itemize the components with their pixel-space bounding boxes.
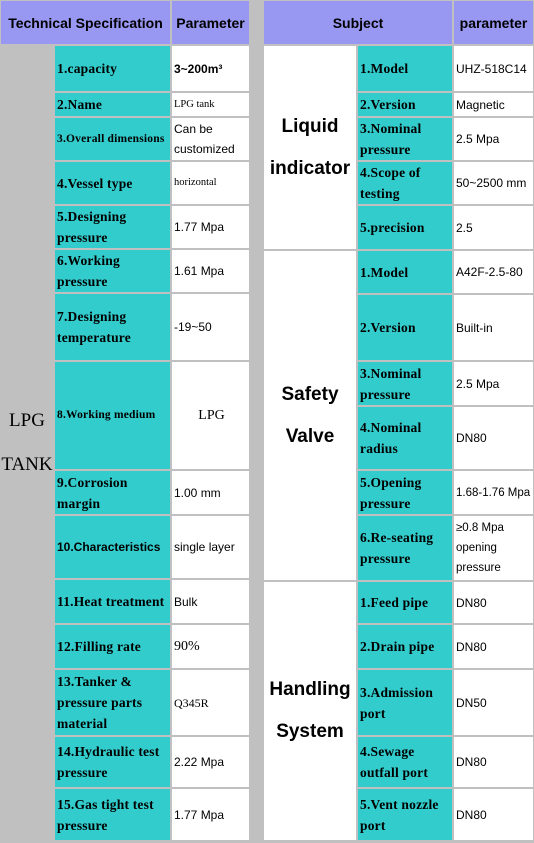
liquid-indicator-label: 5.precision: [358, 206, 452, 249]
safety-valve-label: 5.Opening pressure: [358, 471, 452, 514]
spec-label: 13.Tanker & pressure parts material: [55, 670, 170, 735]
liquid-indicator-label: 1.Model: [358, 46, 452, 91]
spec-label: 3.Overall dimensions: [55, 118, 170, 160]
spec-value: 2.22 Mpa: [172, 737, 249, 787]
group-handling-system-line1: Handling: [269, 679, 351, 700]
group-safety-valve: [264, 251, 356, 580]
spec-value: LPG tank: [172, 93, 249, 116]
spec-label: 6.Working pressure: [55, 250, 170, 292]
safety-valve-value: 2.5 Mpa: [454, 362, 533, 405]
group-handling-system: [264, 582, 356, 840]
liquid-indicator-label: 4.Scope of testing: [358, 162, 452, 204]
spec-value: horizontal: [172, 162, 249, 204]
spec-value: 1.00 mm: [172, 471, 249, 514]
spec-value: Bulk: [172, 580, 249, 623]
handling-system-label: 5.Vent nozzle port: [358, 789, 452, 840]
handling-system-label: 1.Feed pipe: [358, 582, 452, 623]
group-lpg-tank: [1, 46, 53, 840]
divider-column: [251, 0, 262, 843]
spec-label: 12.Filling rate: [55, 625, 170, 668]
safety-valve-value: A42F-2.5-80: [454, 251, 533, 293]
group-safety-valve-line2: Valve: [285, 425, 335, 447]
spec-value: 1.77 Mpa: [172, 789, 249, 840]
spec-value: 1.61 Mpa: [172, 250, 249, 292]
spec-value: Q345R: [172, 670, 249, 735]
handling-system-value: DN80: [454, 582, 533, 623]
liquid-indicator-value: UHZ-518C14: [454, 46, 533, 91]
spec-label: 2.Name: [55, 93, 170, 116]
group-handling-system-line2: System: [276, 721, 344, 742]
header-parameter-right: parameter: [454, 1, 533, 44]
spec-label: 4.Vessel type: [55, 162, 170, 204]
liquid-indicator-value: 2.5 Mpa: [454, 118, 533, 160]
group-lpg-tank-line2: TANK: [1, 454, 53, 475]
spec-value: 3~200m³: [172, 46, 249, 91]
spec-label: 1.capacity: [55, 46, 170, 91]
spec-value: 90%: [172, 625, 249, 668]
group-safety-valve-line1: Safety: [281, 383, 339, 405]
safety-valve-label: 2.Version: [358, 295, 452, 360]
liquid-indicator-value: Magnetic: [454, 93, 533, 116]
safety-valve-label: 1.Model: [358, 251, 452, 293]
liquid-indicator-label: 3.Nominal pressure: [358, 118, 452, 160]
spec-label: 8.Working medium: [55, 362, 170, 469]
handling-system-value: DN80: [454, 789, 533, 840]
header-parameter: Parameter: [172, 1, 249, 44]
handling-system-label: 3.Admission port: [358, 670, 452, 735]
header-subject: Subject: [264, 1, 452, 44]
safety-valve-value: Built-in: [454, 295, 533, 360]
spec-label: 7.Designing temperature: [55, 294, 170, 360]
spec-label: 5.Designing pressure: [55, 206, 170, 248]
spec-value: LPG: [172, 362, 249, 469]
spec-label: 10.Characteristics: [55, 516, 170, 578]
liquid-indicator-value: 2.5: [454, 206, 533, 249]
spec-label: 14.Hydraulic test pressure: [55, 737, 170, 787]
spec-label: 11.Heat treatment: [55, 580, 170, 623]
handling-system-label: 2.Drain pipe: [358, 625, 452, 668]
liquid-indicator-label: 2.Version: [358, 93, 452, 116]
handling-system-value: DN50: [454, 670, 533, 735]
safety-valve-label: 6.Re-seating pressure: [358, 516, 452, 580]
group-lpg-tank-line1: LPG: [9, 410, 45, 431]
safety-valve-label: 4.Nominal radius: [358, 407, 452, 469]
spec-value: Can be customized: [172, 118, 249, 160]
safety-valve-value: ≥0.8 Mpa opening pressure: [454, 516, 533, 580]
spec-label: 9.Corrosion margin: [55, 471, 170, 514]
spec-value: 1.77 Mpa: [172, 206, 249, 248]
safety-valve-value: DN80: [454, 407, 533, 469]
header-technical-specification: Technical Specification: [1, 1, 170, 44]
spec-value: -19~50: [172, 294, 249, 360]
safety-valve-label: 3.Nominal pressure: [358, 362, 452, 405]
handling-system-value: DN80: [454, 737, 533, 787]
handling-system-label: 4.Sewage outfall port: [358, 737, 452, 787]
handling-system-value: DN80: [454, 625, 533, 668]
liquid-indicator-value: 50~2500 mm: [454, 162, 533, 204]
safety-valve-value: 1.68-1.76 Mpa: [454, 471, 533, 514]
spec-label: 15.Gas tight test pressure: [55, 789, 170, 840]
group-liquid-indicator: Liquid indicator: [264, 46, 356, 249]
spec-value: single layer: [172, 516, 249, 578]
